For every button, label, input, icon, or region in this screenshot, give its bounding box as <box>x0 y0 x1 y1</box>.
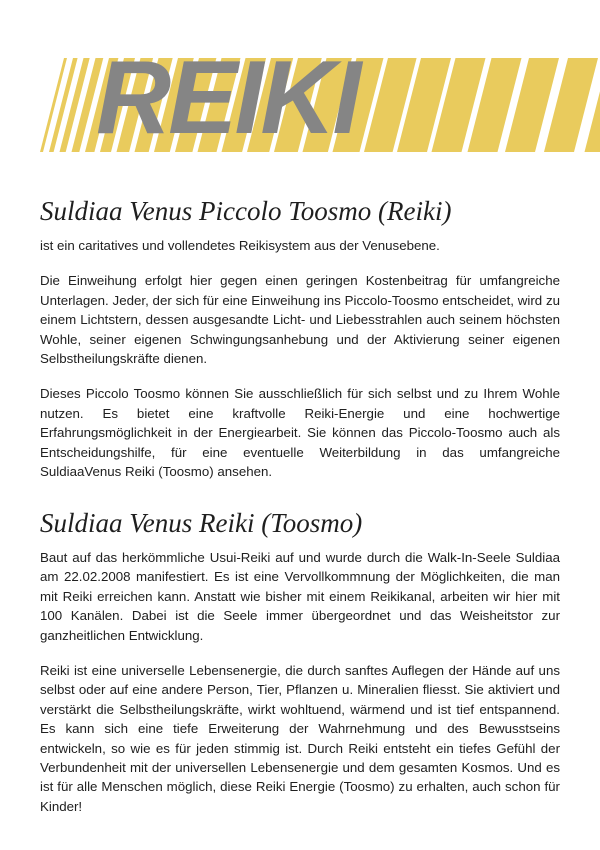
section-2-paragraph: Reiki ist eine universelle Lebensenergie, die durch sanftes Auflegen der Hände auf uns selbst oder auf eine andere Person, Tier, Pflanzen u. Mineralien fliesst. Sie aktiviert und verstärkt die Selbstheilungskräfte, wirkt wohltuend, wärmend und ist tief entspannend. Es kann sich eine tiefe Erweiterung der Wahrnehmung und des Bewusstseins entwickeln, so wie es für jeden stimmig ist. Durch Reiki entsteht ein tiefes Gefühl der Verbundenheit mit der universellen Lebensenergie und dem gesamten Kosmos. Und es ist für alle Menschen möglich, diese Reiki Energie (Toosmo) zu erhalten, auch schon für Kinder! <box>40 663 560 814</box>
section-1-body <box>40 236 560 497</box>
section-2-heading: Suldiaa Venus Reiki (Toosmo) <box>40 508 363 538</box>
section-1-heading: Suldiaa Venus Piccolo Toosmo (Reiki) <box>40 196 452 226</box>
section-1-paragraph: Dieses Piccolo Toosmo können Sie ausschließlich für sich selbst und zu Ihrem Wohle nutzen. Es bietet eine kraftvolle Reiki-Energie und eine hochwertige Erfahrungsmöglichkeit in der Energiearbeit. Sie können das Piccolo-Toosmo auch als Entscheidungshilfe, für eine eventuelle Weiterbildung in das umfangreiche SuldiaaVenus Reiki (Toosmo) ansehen. <box>40 386 560 480</box>
section-2-body <box>40 548 560 832</box>
reiki-logo-text: REIKI <box>96 40 359 156</box>
section-2-paragraph: Baut auf das herkömmliche Usui-Reiki auf und wurde durch die Walk-In-Seele Suldiaa am 22.02.2008 manifestiert. Es ist eine Vervollkommnung der Möglichkeiten, die man mit Reiki erreichen kann. Anstatt wie bisher mit einem Reikikanal, arbeiten wir hier mit 100 Kanälen. Dabei ist die Seele immer übergeordnet und das Weisheitstor zur ganzheitlichen Entwicklung. <box>40 550 560 643</box>
section-1-paragraph: Die Einweihung erfolgt hier gegen einen geringen Kostenbeitrag für umfangreiche Unterlagen. Jeder, der sich für eine Einweihung ins Piccolo-Toosmo entscheidet, wird zu einem Lichtstern, dessen ausgesandte Licht- und Liebesstrahlen auch seinem höchsten Wohle, seiner eigenen Schwingungsanhebung und der Aktivierung seiner eigenen Selbstheilungskräfte dienen. <box>40 273 560 367</box>
section-1-paragraph: ist ein caritatives und vollendetes Reikisystem aus der Venusebene. <box>40 238 440 253</box>
